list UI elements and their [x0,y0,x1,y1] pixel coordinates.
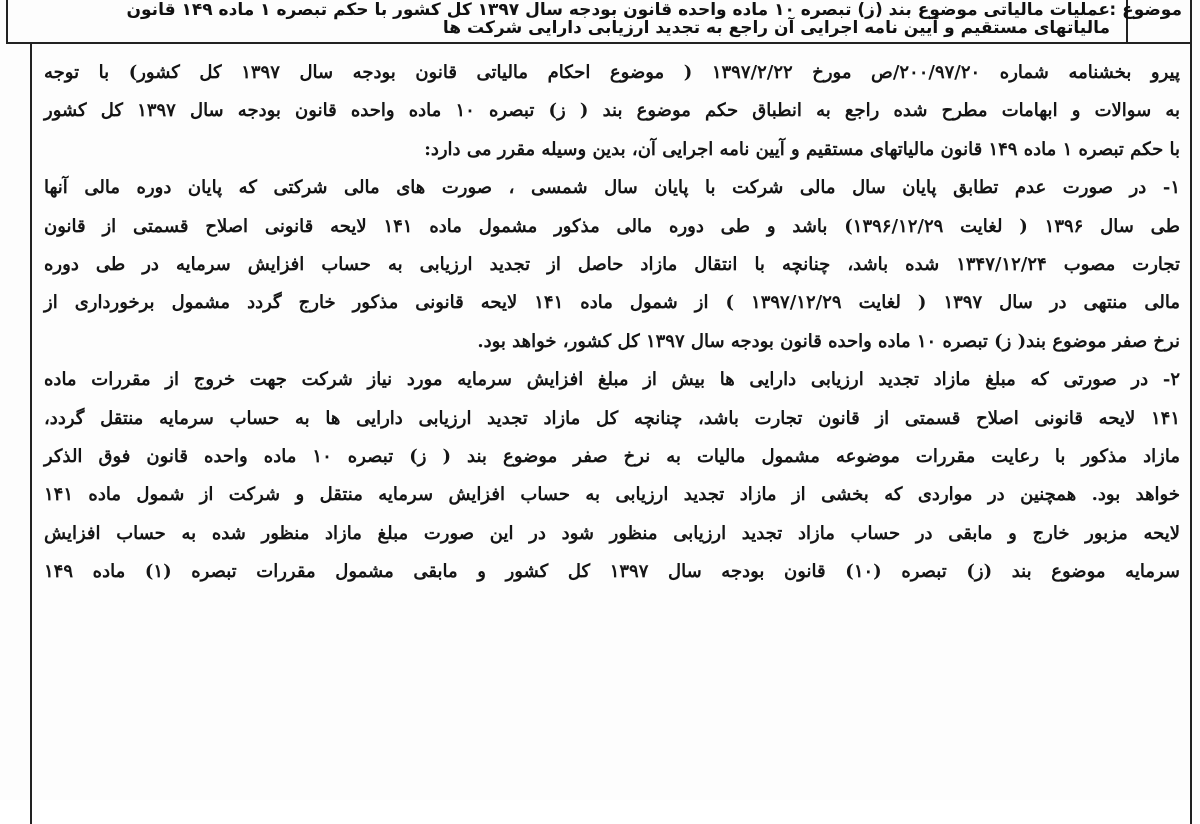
body-line: مالی منتهی در سال ۱۳۹۷ ( لغایت ۱۳۹۷/۱۲/۲۹ ) از شمول ماده ۱۴۱ لایحه قانونی مذکور خارج گردد مشمول برخورداری از [44,292,1180,314]
body-line: لایحه مزبور خارج و مابقی در حساب مازاد تجدید ارزیابی منظور شود در این صورت مبلغ مازاد منظور شده به حساب افزایش [44,522,1180,544]
body-line: ۱- در صورت عدم تطابق پایان سال مالی شرکت با پایان سال شمسی ، صورت های مالی شرکتی که پایان دوره مالی آنها [44,177,1180,199]
subject-label: موضوع : [1109,0,1182,20]
body-line: تجارت مصوب ۱۳۴۷/۱۲/۲۴ شده باشد، چنانچه با انتقال مازاد حاصل از تجدید ارزیابی به حساب افزایش سرمایه در طی دوره [44,253,1180,275]
document-body-text [44,54,1180,591]
body-line: به سوالات و ابهامات مطرح شده راجع به انطباق حکم موضوع بند ( ز) تبصره ۱۰ ماده واحده قانون بودجه سال ۱۳۹۷ کل کشور [44,100,1180,122]
body-line: پیرو بخشنامه شماره ۲۰۰/۹۷/۲۰/ص مورخ ۱۳۹۷/۲/۲۲ ( موضوع احکام مالیاتی قانون بودجه سال ۱۳۹۷ کل کشور) با توجه [44,62,1180,83]
subject-line-1: عملیات مالیاتی موضوع بند (ز) تبصره ۱۰ ماده واحده قانون بودجه سال ۱۳۹۷ کل کشور با حکم تبصره ۱ ماده ۱۴۹ قانون [126,0,1110,20]
body-line: سرمایه موضوع بند (ز) تبصره (۱۰) قانون بودجه سال ۱۳۹۷ کل کشور و مابقی مشمول مقررات تبصره (۱) ماده ۱۴۹ [44,561,1180,583]
subject-line-2: مالیاتهای مستقیم و آیین نامه اجرایی آن راجع به تجدید ارزیابی دارایی شرکت ها [442,18,1110,38]
body-line: طی سال ۱۳۹۶ ( لغایت ۱۳۹۶/۱۲/۲۹) باشد و طی دوره مالی مذکور مشمول ماده ۱۴۱ لایحه قانونی اصلاح قسمتی از قانون [44,215,1181,237]
body-line: ۱۴۱ لایحه قانونی اصلاح قسمتی از قانون تجارت باشد، چنانچه کل مازاد تجدید ارزیابی دارایی ها به حساب سرمایه منتقل گردد، [44,407,1180,429]
subject-header-box [6,0,1192,44]
body-line: ۲- در صورتی که مبلغ مازاد تجدید ارزیابی دارایی ها بیش از مبلغ افزایش سرمایه مورد نیاز شرکت جهت خروج از مقررات ماده [44,369,1180,391]
body-line: مازاد مذکور با رعایت مقررات موضوعه مشمول مالیات به نرخ صفر موضوع بند ( ز) تبصره ۱۰ ماده واحده قانون فوق الذکر [44,445,1180,467]
body-line: با حکم تبصره ۱ ماده ۱۴۹ قانون مالیاتهای مستقیم و آیین نامه اجرایی آن، بدین وسیله مقرر می دارد: [424,138,1180,160]
body-line: خواهد بود. همچنین در مواردی که بخشی از مازاد تجدید ارزیابی به حساب افزایش سرمایه منتقل و شرکت از شمول ماده ۱۴۱ [44,484,1180,506]
body-line: نرخ صفر موضوع بند( ز) تبصره ۱۰ ماده واحده قانون بودجه سال ۱۳۹۷ کل کشور، خواهد بود. [477,330,1180,352]
subject-label-cell [1109,0,1190,42]
